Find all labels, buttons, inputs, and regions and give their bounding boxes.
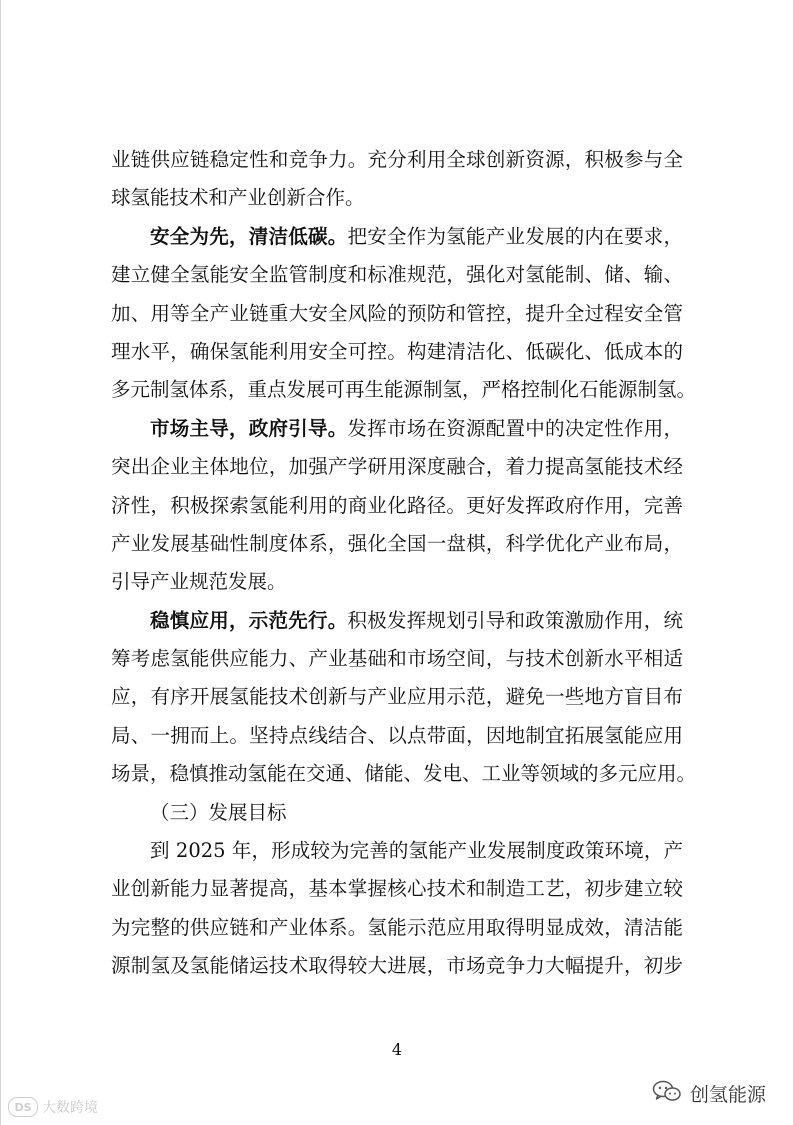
paragraph-line: 建立健全氢能安全监管制度和标准规范，强化对氢能制、储、输、 bbox=[111, 263, 683, 287]
paragraph-line: 产业发展基础性制度体系，强化全国一盘棋，科学优化产业布局， bbox=[111, 531, 683, 555]
page-number: 4 bbox=[391, 1040, 403, 1059]
watermark-right-text: 创氢能源 bbox=[689, 1083, 766, 1106]
paragraph-line: 为完整的供应链和产业体系。氢能示范应用取得明显成效，清洁能 bbox=[111, 915, 683, 939]
section-heading: （三）发展目标 bbox=[150, 800, 287, 824]
paragraph-line: 济性，积极探索氢能利用的商业化路径。更好发挥政府作用，完善 bbox=[111, 493, 683, 517]
paragraph-line: 理水平，确保氢能利用安全可控。构建清洁化、低碳化、低成本的 bbox=[111, 339, 683, 363]
paragraph-line: 到 2025 年，形成较为完善的氢能产业发展制度政策环境，产 bbox=[150, 839, 683, 863]
wechat-icon bbox=[652, 1079, 682, 1108]
paragraph-line bbox=[111, 218, 683, 256]
paragraph-line: 场景，稳慎推动氢能在交通、储能、发电、工业等领域的多元应用。 bbox=[111, 762, 697, 786]
principle-heading: 稳慎应用，示范先行。 bbox=[150, 608, 348, 632]
paragraph-line: 引导产业规范发展。 bbox=[111, 570, 287, 594]
paragraph-line bbox=[111, 602, 683, 640]
paragraph-text: 把安全作为氢能产业发展的内在要求， bbox=[347, 224, 683, 248]
paragraph-line: 业链供应链稳定性和竞争力。充分利用全球创新资源，积极参与全 bbox=[111, 148, 683, 171]
paragraph-line: 突出企业主体地位，加强产学研用深度融合，着力提高氢能技术经 bbox=[111, 455, 683, 479]
paragraph-line: 业创新能力显著提高，基本掌握核心技术和制造工艺，初步建立较 bbox=[111, 877, 683, 901]
paragraph-line bbox=[111, 410, 683, 448]
paragraph-text: 发挥市场在资源配置中的决定性作用， bbox=[347, 416, 683, 440]
paragraph-line: 球氢能技术和产业创新合作。 bbox=[111, 186, 365, 210]
watermark-left-text: 大数跨境 bbox=[42, 1100, 98, 1116]
principle-heading: 安全为先，清洁低碳。 bbox=[150, 224, 348, 248]
watermark-right bbox=[652, 1080, 766, 1106]
watermark-left bbox=[8, 1097, 98, 1117]
paragraph-line: 加、用等全产业链重大安全风险的预防和管控，提升全过程安全管 bbox=[111, 301, 683, 325]
paragraph-line: 局、一拥而上。坚持点线结合、以点带面，因地制宜拓展氢能应用 bbox=[111, 723, 683, 747]
paragraph-text: 积极发挥规划引导和政策激励作用，统 bbox=[347, 608, 683, 632]
principle-heading: 市场主导，政府引导。 bbox=[150, 416, 348, 440]
document-body bbox=[111, 141, 697, 986]
paragraph-line: 筹考虑氢能供应能力、产业基础和市场空间，与技术创新水平相适 bbox=[111, 647, 683, 671]
paragraph-line: 源制氢及氢能储运技术取得较大进展，市场竞争力大幅提升，初步 bbox=[111, 954, 683, 978]
paragraph-line: 多元制氢体系，重点发展可再生能源制氢，严格控制化石能源制氢。 bbox=[111, 378, 697, 402]
watermark-logo-icon: DS bbox=[8, 1097, 38, 1117]
paragraph-line: 应，有序开展氢能技术创新与产业应用示范，避免一些地方盲目布 bbox=[111, 685, 683, 709]
